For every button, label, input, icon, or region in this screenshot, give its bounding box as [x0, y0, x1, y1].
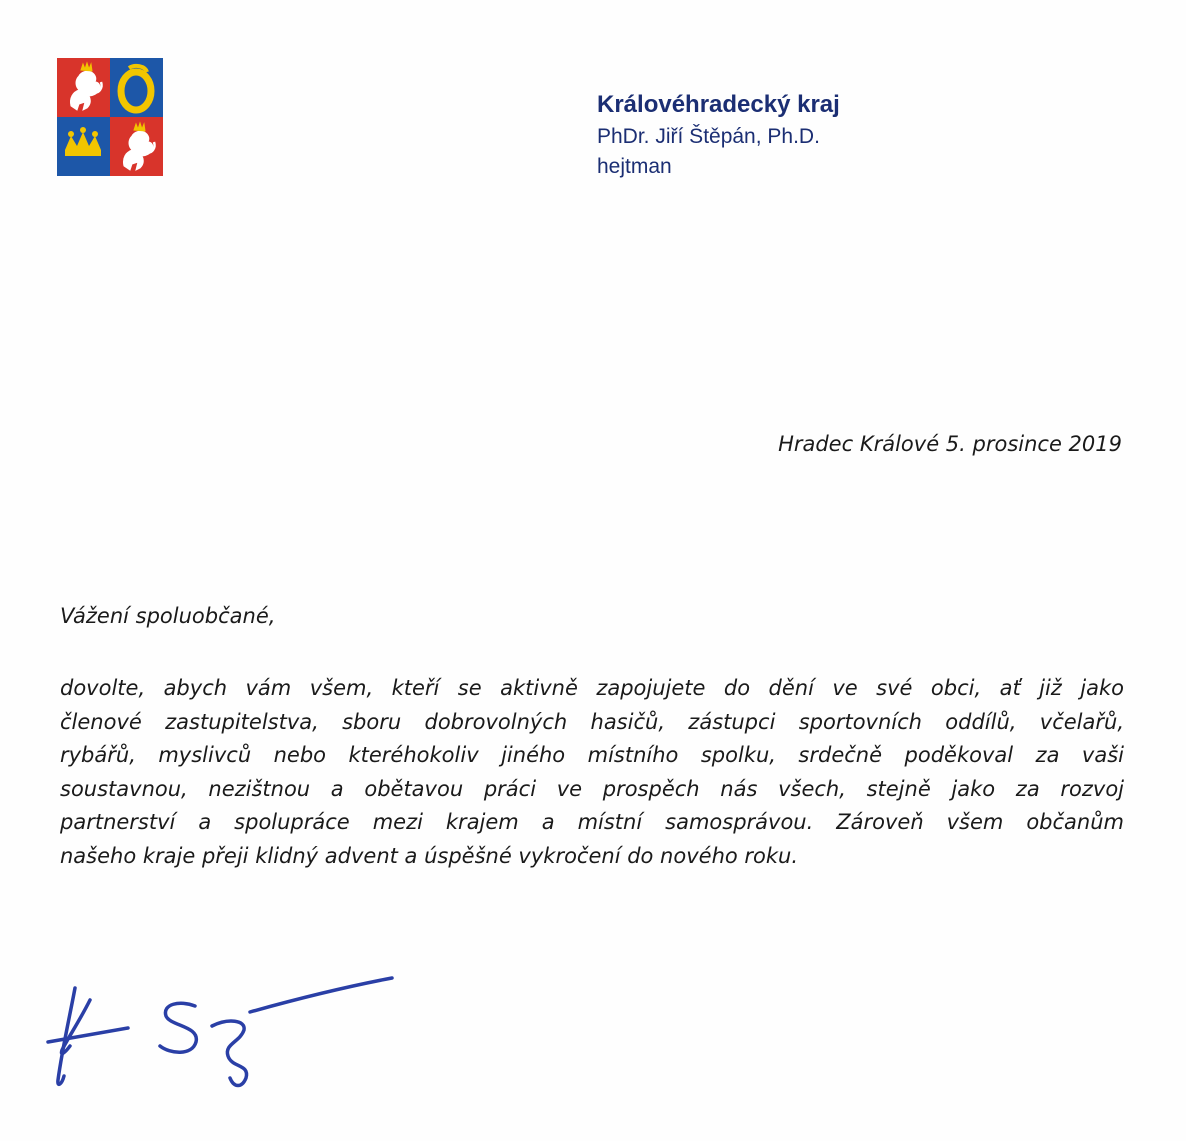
body-line: členové zastupitelstva, sboru dobrovolných hasičů, zástupci sportovních oddílů, včelařů, [60, 709, 1124, 734]
salutation: Vážení spoluobčané, [60, 604, 276, 628]
body-line: soustavnou, nezištnou a obětavou práci ve prospěch nás všech, stejně jako za rozvoj [60, 776, 1124, 801]
place-and-date: Hradec Králové 5. prosince 2019 [778, 432, 1122, 456]
letterhead [597, 88, 840, 182]
letter-body [60, 672, 1124, 873]
sender-name: PhDr. Jiří Štěpán, Ph.D. [597, 125, 820, 148]
body-line: rybářů, myslivců nebo kteréhokoliv jiného místního spolku, srdečně poděkoval za vaši [60, 743, 1124, 767]
coat-of-arms-icon [57, 58, 163, 176]
handwritten-signature-icon [40, 960, 410, 1100]
body-line: našeho kraje přeji klidný advent a úspěšné vykročení do nového roku. [60, 843, 799, 868]
organization-name: Královéhradecký kraj [597, 91, 840, 118]
body-line: partnerství a spolupráce mezi krajem a místní samosprávou. Zároveň všem občanům [60, 810, 1124, 834]
body-line: dovolte, abych vám všem, kteří se aktivně zapojujete do dění ve své obci, ať již jako [60, 676, 1124, 700]
sender-role: hejtman [597, 155, 672, 178]
